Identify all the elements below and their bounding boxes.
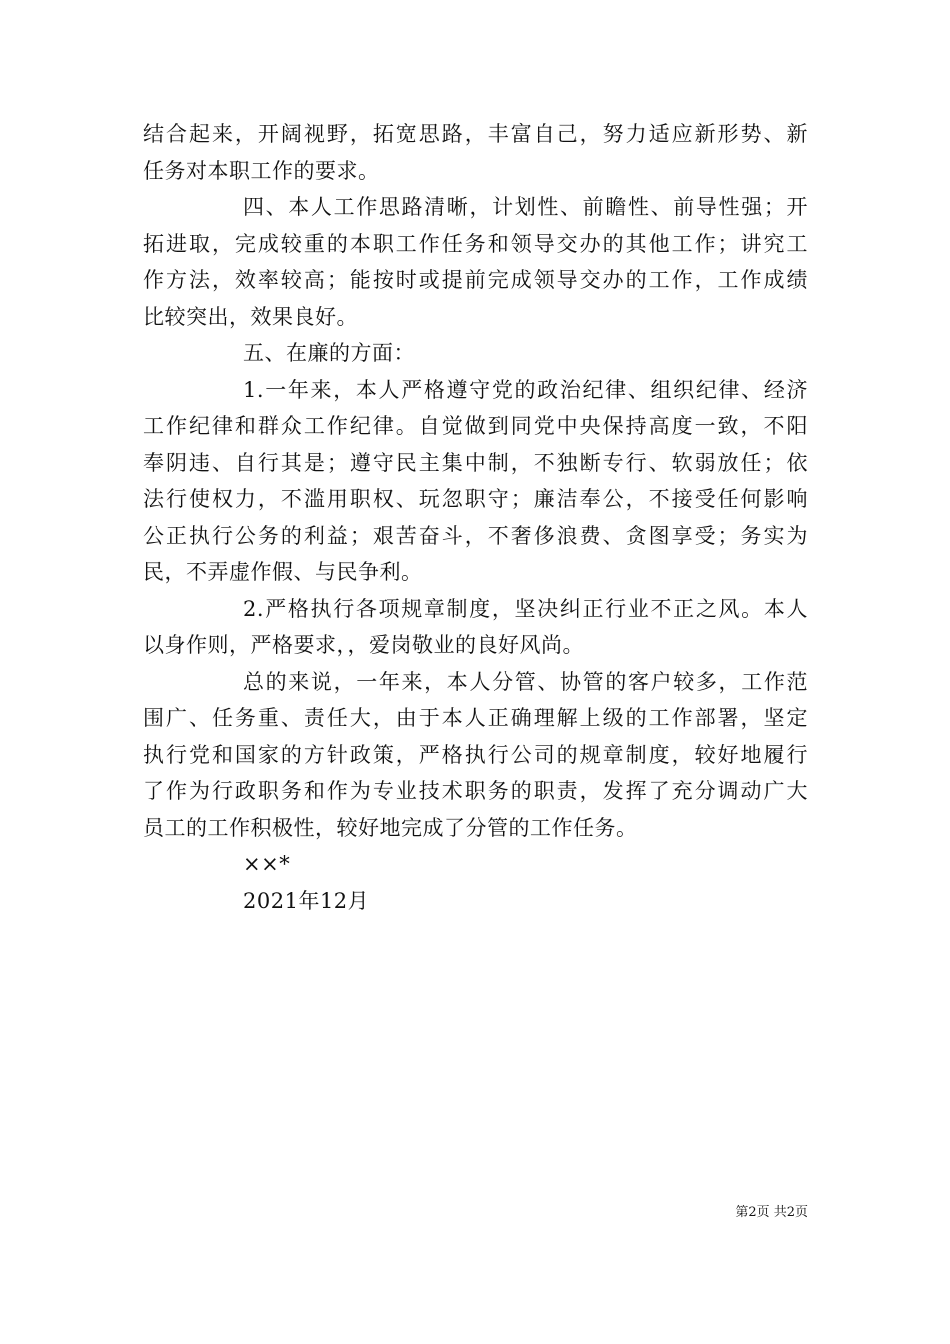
page-number-footer: 第2页 共2页 — [735, 1205, 808, 1220]
signature-date: 2021年12月 — [243, 888, 370, 913]
text-line: 公正执行公务的利益；艰苦奋斗，不奢侈浪费、贪图享受；务实为 — [143, 523, 808, 548]
text-line: 奉阴违、自行其是；遵守民主集中制，不独断专行、软弱放任；依 — [143, 450, 808, 475]
summary-first-line: 总的来说，一年来，本人分管、协管的客户较多，工作范 — [243, 669, 808, 694]
text-line: 工作纪律和群众工作纪律。自觉做到同党中央保持高度一致，不阳 — [143, 414, 808, 438]
text-line: 任务对本职工作的要求。 — [143, 158, 380, 183]
text-line: 员工的工作积极性，较好地完成了分管的工作任务。 — [143, 815, 638, 840]
text-line: 围广、任务重、责任大，由于本人正确理解上级的工作部署，坚定 — [143, 706, 808, 730]
text-line: 了作为行政职务和作为专业技术职务的职责，发挥了充分调动广大 — [143, 779, 808, 803]
text-line: 执行党和国家的方针政策，严格执行公司的规章制度，较好地履行 — [143, 742, 808, 767]
text-line: 民，不弄虚作假、与民争利。 — [143, 560, 423, 584]
paragraph-4-heading-line: 四、本人工作思路清晰，计划性、前瞻性、前导性强；开 — [243, 195, 808, 219]
section-5-heading: 五、在廉的方面： — [243, 341, 415, 365]
item-1-first-line: 1.一年来，本人严格遵守党的政治纪律、组织纪律、经济 — [243, 377, 808, 402]
text-line: 以身作则，严格要求，，爱岗敬业的良好风尚。 — [143, 633, 584, 657]
text-line: 比较突出，效果良好。 — [143, 304, 358, 329]
text-line: 拓进取，完成较重的本职工作任务和领导交办的其他工作；讲究工 — [143, 231, 808, 256]
text-line: 法行使权力，不滥用职权、玩忽职守；廉洁奉公，不接受任何影响 — [143, 487, 808, 511]
item-2-first-line: 2.严格执行各项规章制度，坚决纠正行业不正之风。本人 — [243, 596, 808, 621]
signature-name: ××* — [243, 852, 291, 876]
text-line: 结合起来，开阔视野，拓宽思路，丰富自己，努力适应新形势、新 — [143, 122, 808, 146]
document-body — [143, 116, 808, 919]
text-line: 作方法，效率较高；能按时或提前完成领导交办的工作，工作成绩 — [143, 268, 808, 292]
